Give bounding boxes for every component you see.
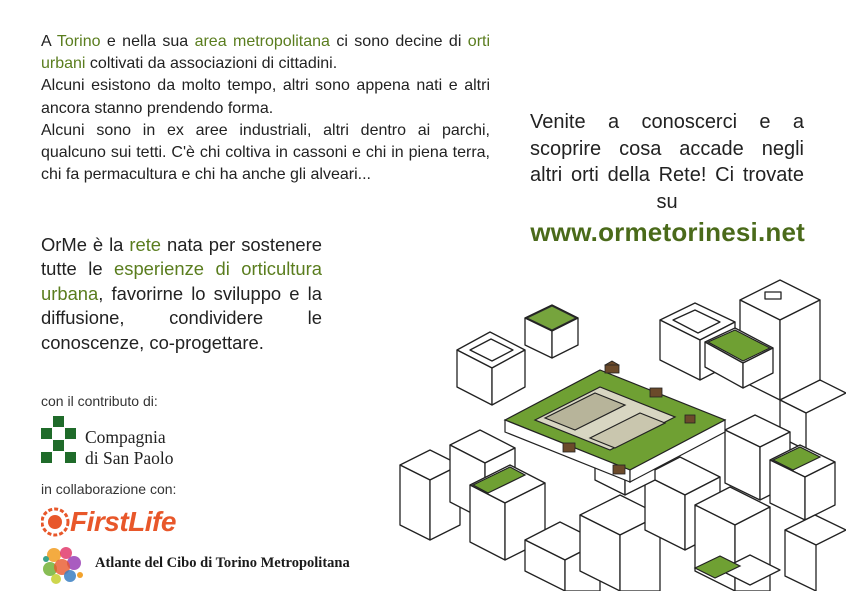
intro-paragraph-2: Alcuni esistono da molto tempo, altri sono appena nati e altri ancora stanno prendendo forma.: [41, 77, 490, 117]
mission-text: OrMe è la rete nata per sostenere tutte le esperienze di orticultura urbana, favorirne lo sviluppo e la diffusione, condividere le conoscenze, co-progettare.: [41, 234, 322, 353]
compagnia-san-paolo-name: Compagnia di San Paolo: [85, 427, 174, 468]
isometric-city-illustration: [395, 270, 846, 591]
website-link[interactable]: www.ormetorinesi.net: [530, 217, 805, 247]
intro-paragraph-3: Alcuni sono in ex aree industriali, altri dentro ai parchi, qualcuno sui tetti. C'è chi coltiva in cassoni e chi in piena terra, chi fa permacultura e chi ha anche gli alveari...: [41, 121, 490, 184]
highlight-rete: rete: [129, 234, 162, 255]
contribution-label: con il contributo di:: [41, 393, 158, 409]
highlight-area-metropolitana: area metropolitana: [194, 33, 330, 50]
atlante-cibo-logo-icon: [40, 543, 86, 587]
highlight-orti-urbani: orti urbani: [41, 33, 491, 73]
call-to-action: Venite a conoscerci e a scoprire cosa accade negli altri orti della Rete! Ci trovate su: [530, 111, 804, 213]
firstlife-logo-text: FirstLife: [70, 506, 176, 537]
intro-text: [41, 31, 490, 186]
compagnia-san-paolo-logo-icon: [41, 416, 77, 466]
highlight-esperienze: esperienze di orticultura urbana: [41, 258, 322, 304]
intro-paragraph-1: A Torino e nella sua area metropolitana ci sono decine di orti urbani coltivati da associazioni di cittadini.: [41, 33, 491, 73]
collaboration-label: in collaborazione con:: [41, 481, 177, 497]
atlante-cibo-name: Atlante del Cibo di Torino Metropolitana: [95, 555, 350, 571]
highlight-torino: Torino: [56, 33, 101, 50]
